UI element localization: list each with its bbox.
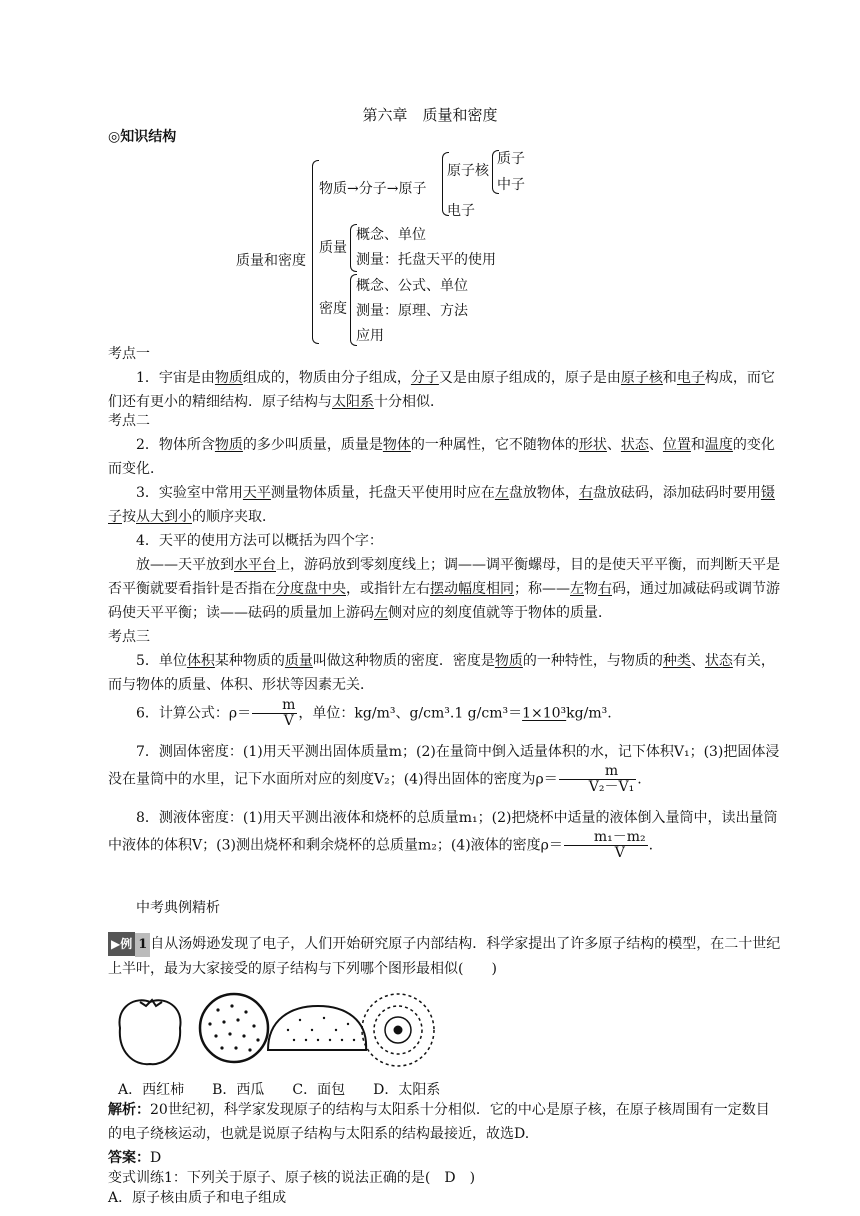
solid-density-fraction: $\frac{m}{\text{V₂－V₁}}$ — [559, 764, 636, 795]
structure-density-apply: 应用 — [356, 328, 384, 344]
point-2-text: 2．物体所含物质的多少叫质量，质量是物体的一种属性，它不随物体的形状、状态、位置和温度的变化而变化． — [108, 437, 775, 477]
example-number: 1 — [135, 933, 150, 957]
tomato-figure — [119, 1000, 180, 1064]
structure-density-concept: 概念、公式、单位 — [356, 278, 468, 294]
structure-root: 质量和密度 — [236, 253, 306, 269]
structure-mass-concept: 概念、单位 — [356, 227, 426, 243]
example-1-question: ▶例 1 自从汤姆逊发现了电子，人们开始研究原子内部结构．科学家提出了许多原子结构的模型，在二十世纪上半叶，最为大家接受的原子结构与下列哪个图形最相似( ) — [108, 932, 782, 981]
structure-electron: 电子 — [447, 203, 475, 219]
page-title: 第六章 质量和密度 — [362, 106, 498, 124]
point-5-text: 5．单位体积某种物质的质量叫做这种物质的密度．密度是物质的一种特性，与物质的种类、状态有关，而与物体的质量、体积、形状等因素无关． — [108, 653, 775, 693]
example-1-options: A．西红柿 B．西瓜 C．面包 D．太阳系 — [118, 1082, 441, 1098]
point-6-text: 6．计算公式：ρ＝ $\frac{m}{V}$ ，单位：kg/m³、g/cm³.1 g/cm³＝1×10³kg/m³. — [136, 697, 612, 729]
brace-root — [312, 160, 319, 344]
liquid-density-fraction: $\frac{\text{m₁－m₂}}{V}$ — [564, 830, 648, 861]
variant-question: 变式训练1：下列关于原子、原子核的说法正确的是( D ) — [108, 1170, 476, 1186]
example-tag: ▶例 — [108, 932, 135, 956]
point-8-text: 8．测液体密度：(1)用天平测出液体和烧杯的总质量m₁；(2)把烧杯中适量的液体倒入量筒中，读出量筒中液体的体积V；(3)测出烧杯和剩余烧杯的总质量m₂；(4)液体的密度ρ＝ $\frac{\text{m₁－m₂}}{V}$ . — [108, 810, 778, 861]
point-1-heading: 考点一 — [108, 346, 150, 362]
structure-density: 密度 — [319, 301, 347, 317]
example-1-answer: 答案：D — [108, 1150, 162, 1166]
structure-density-measure: 测量：原理、方法 — [356, 303, 468, 319]
point-7-text: 7．测固体密度：(1)用天平测出固体质量m；(2)在量筒中倒入适量体积的水，记下体积V₁；(3)把固体浸没在量筒中的水里，记下水面所对应的刻度V₂；(4)得出固体的密度为ρ＝ $\frac{m}{\text{V₂－V₁}}$ . — [108, 744, 780, 795]
point-3-heading: 考点三 — [108, 629, 150, 645]
atom-model-figures — [110, 990, 440, 1076]
structure-matter-chain: 物质→分子→原子 — [319, 181, 427, 197]
point-4-text: 4．天平的使用方法可以概括为四个字： — [136, 533, 383, 549]
watermelon-figure — [200, 994, 268, 1062]
structure-neutron: 中子 — [497, 177, 525, 193]
variant-option-a: A．原子核由质子和电子组成 — [108, 1190, 287, 1206]
example-1-analysis: 解析：20世纪初，科学家发现原子的结构与太阳系十分相似．它的中心是原子核，在原子核周围有一定数目的电子绕核运动，也就是说原子结构与太阳系的结构最接近，故选D. — [108, 1102, 770, 1142]
structure-mass-measure: 测量：托盘天平的使用 — [356, 252, 496, 268]
density-formula-fraction: $\frac{m}{V}$ — [252, 698, 297, 729]
point-4-detail: 放——天平放到水平台上，游码放到零刻度线上；调——调平衡螺母，目的是使天平平衡，而判断天平是否平衡就要看指针是否指在分度盘中央，或指针左右摆动幅度相同；称——左物右码，通过加减砝码或调节游码使天平平衡；读——砝码的质量加上游码左侧对应的刻度值就等于物体的质量． — [108, 557, 780, 621]
structure-mass: 质量 — [319, 240, 347, 256]
knowledge-structure-heading: ◎知识结构 — [108, 129, 177, 145]
point-3-text: 3．实验室中常用天平测量物体质量，托盘天平使用时应在左盘放物体，右盘放砝码，添加砝码时要用镊子按从大到小的顺序夹取． — [108, 485, 775, 525]
structure-proton: 质子 — [497, 151, 525, 167]
point-1-text: 1．宇宙是由物质组成的，物质由分子组成，分子又是由原子组成的，原子是由原子核和电子构成，而它们还有更小的精细结构．原子结构与太阳系十分相似． — [108, 370, 775, 410]
point-2-heading: 考点二 — [108, 413, 150, 429]
solar-system-figure — [362, 994, 434, 1066]
structure-nucleus: 原子核 — [447, 163, 489, 179]
exam-heading: 中考典例精析 — [136, 900, 220, 916]
bread-figure — [268, 1006, 366, 1050]
